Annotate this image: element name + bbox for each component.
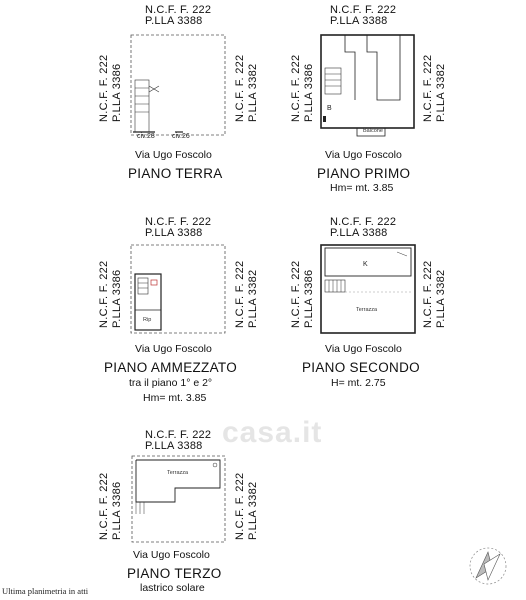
side-left-ncf: N.C.F. F. 222 (98, 54, 110, 122)
balcone-label: Balcone (363, 128, 383, 134)
header-plla: P.LLA 3388 (145, 440, 203, 452)
terrazza-label: Terrazza (167, 470, 189, 476)
side-left-plla: P.LLA 3386 (111, 63, 123, 122)
room-b-label: B (327, 105, 332, 112)
compass-icon (466, 544, 510, 588)
floor-height: Hm= mt. 3.85 (143, 392, 207, 404)
floor-plan-drawing (125, 240, 235, 340)
watermark-logo: casa.it (222, 416, 323, 449)
street-label: Via Ugo Foscolo (135, 343, 212, 355)
side-left-plla: P.LLA 3386 (303, 63, 315, 122)
floor-plan-drawing (125, 452, 235, 552)
floor-plan-drawing (125, 30, 235, 145)
side-right-plla: P.LLA 3382 (435, 63, 447, 122)
side-left-plla: P.LLA 3386 (111, 269, 123, 328)
side-right-plla: P.LLA 3382 (247, 481, 259, 540)
floor-title: PIANO SECONDO (302, 360, 420, 375)
header-plla: P.LLA 3388 (145, 15, 203, 27)
header-plla: P.LLA 3388 (330, 15, 388, 27)
street-label: Via Ugo Foscolo (325, 149, 402, 161)
floor-subtitle: tra il piano 1° e 2° (129, 377, 213, 389)
side-right-plla: P.LLA 3382 (247, 269, 259, 328)
floor-height: H= mt. 2.75 (331, 377, 386, 389)
side-left-ncf: N.C.F. F. 222 (290, 54, 302, 122)
header-ncf: N.C.F. F. 222 (145, 4, 212, 16)
side-right-ncf: N.C.F. F. 222 (422, 260, 434, 328)
side-right-ncf: N.C.F. F. 222 (234, 54, 246, 122)
side-left-plla: P.LLA 3386 (111, 481, 123, 540)
side-right-plla: P.LLA 3382 (247, 63, 259, 122)
side-left-ncf: N.C.F. F. 222 (98, 260, 110, 328)
header-ncf: N.C.F. F. 222 (145, 216, 212, 228)
footer-note: Ultima planimetria in atti (2, 586, 89, 596)
rip-label: Rip (143, 317, 152, 323)
floor-plan-drawing (315, 240, 425, 340)
side-right-ncf: N.C.F. F. 222 (422, 54, 434, 122)
side-right-ncf: N.C.F. F. 222 (234, 260, 246, 328)
header-ncf: N.C.F. F. 222 (330, 216, 397, 228)
header-ncf: N.C.F. F. 222 (330, 4, 397, 16)
side-left-plla: P.LLA 3386 (303, 269, 315, 328)
side-left-ncf: N.C.F. F. 222 (290, 260, 302, 328)
floor-title: PIANO AMMEZZATO (104, 360, 238, 375)
side-right-plla: P.LLA 3382 (435, 269, 447, 328)
floor-subtitle: lastrico solare (140, 582, 205, 594)
header-ncf: N.C.F. F. 222 (145, 429, 212, 441)
room-k-label: K (363, 261, 368, 268)
civ26-label: civ.26 (172, 133, 190, 140)
header-plla: P.LLA 3388 (330, 227, 388, 239)
civ28-label: civ.28 (137, 133, 155, 140)
floor-title: PIANO TERZO (127, 566, 222, 581)
header-plla: P.LLA 3388 (145, 227, 203, 239)
side-right-ncf: N.C.F. F. 222 (234, 472, 246, 540)
floor-title: PIANO TERRA (128, 166, 223, 181)
side-left-ncf: N.C.F. F. 222 (98, 472, 110, 540)
floor-height: Hm= mt. 3.85 (330, 182, 394, 194)
street-label: Via Ugo Foscolo (135, 149, 212, 161)
street-label: Via Ugo Foscolo (325, 343, 402, 355)
street-label: Via Ugo Foscolo (133, 549, 210, 561)
floor-title: PIANO PRIMO (317, 166, 411, 181)
terrazza-label: Terrazza (356, 307, 378, 313)
